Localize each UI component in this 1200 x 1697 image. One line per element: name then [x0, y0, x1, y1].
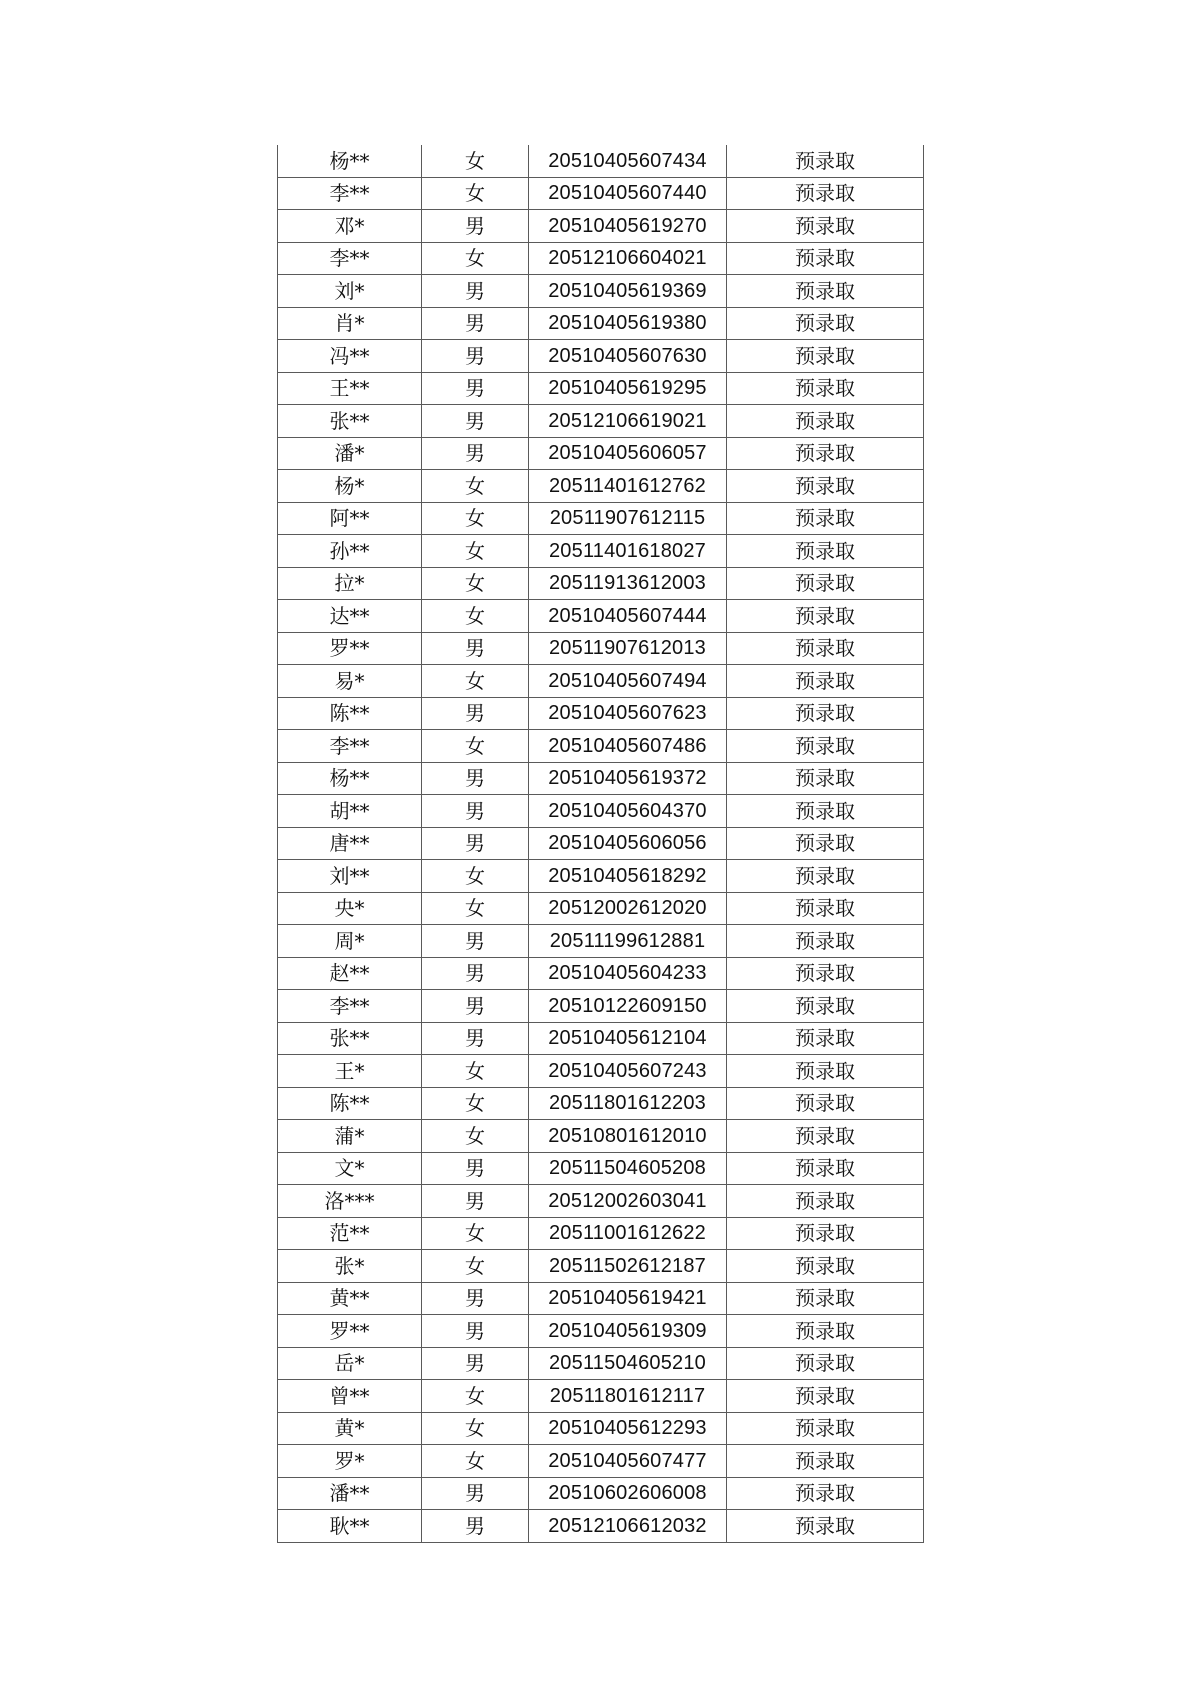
gender-cell: 女 — [422, 502, 529, 535]
student-name-cell: 岳* — [278, 1347, 422, 1380]
gender-cell: 男 — [422, 697, 529, 730]
exam-id-cell: 20511913612003 — [529, 567, 727, 600]
table-row — [278, 242, 924, 275]
admission-status-cell: 预录取 — [727, 470, 924, 503]
exam-id-cell: 20510801612010 — [529, 1120, 727, 1153]
exam-id-cell: 20510405606057 — [529, 437, 727, 470]
student-name-cell: 唐** — [278, 827, 422, 860]
table-row — [278, 697, 924, 730]
table-row — [278, 1315, 924, 1348]
table-row — [278, 1250, 924, 1283]
student-name-cell: 肖* — [278, 307, 422, 340]
gender-cell: 女 — [422, 1445, 529, 1478]
student-name-cell: 易* — [278, 665, 422, 698]
gender-cell: 男 — [422, 925, 529, 958]
gender-cell: 男 — [422, 957, 529, 990]
student-name-cell: 洛*** — [278, 1185, 422, 1218]
gender-cell: 男 — [422, 1477, 529, 1510]
exam-id-cell: 20511907612115 — [529, 502, 727, 535]
gender-cell: 男 — [422, 372, 529, 405]
exam-id-cell: 20510405607630 — [529, 340, 727, 373]
admission-status-cell: 预录取 — [727, 1510, 924, 1543]
admission-status-cell: 预录取 — [727, 1152, 924, 1185]
admission-table — [277, 145, 924, 1543]
student-name-cell: 黄** — [278, 1282, 422, 1315]
table-row — [278, 1055, 924, 1088]
table-row — [278, 892, 924, 925]
exam-id-cell: 20510405618292 — [529, 860, 727, 893]
gender-cell: 女 — [422, 1120, 529, 1153]
table-row — [278, 567, 924, 600]
exam-id-cell: 20510405619270 — [529, 210, 727, 243]
student-name-cell: 陈** — [278, 697, 422, 730]
admission-status-cell: 预录取 — [727, 860, 924, 893]
table-row — [278, 827, 924, 860]
admission-status-cell: 预录取 — [727, 990, 924, 1023]
student-name-cell: 胡** — [278, 795, 422, 828]
admission-status-cell: 预录取 — [727, 567, 924, 600]
table-row — [278, 762, 924, 795]
gender-cell: 女 — [422, 1412, 529, 1445]
student-name-cell: 潘** — [278, 1477, 422, 1510]
exam-id-cell: 20512106619021 — [529, 405, 727, 438]
admission-status-cell: 预录取 — [727, 697, 924, 730]
admission-status-cell: 预录取 — [727, 1477, 924, 1510]
table-row — [278, 340, 924, 373]
student-name-cell: 蒲* — [278, 1120, 422, 1153]
table-row — [278, 307, 924, 340]
table-row — [278, 957, 924, 990]
gender-cell: 女 — [422, 892, 529, 925]
exam-id-cell: 20510405619295 — [529, 372, 727, 405]
admission-status-cell: 预录取 — [727, 632, 924, 665]
student-name-cell: 张** — [278, 1022, 422, 1055]
student-name-cell: 周* — [278, 925, 422, 958]
gender-cell: 男 — [422, 632, 529, 665]
student-name-cell: 刘* — [278, 275, 422, 308]
exam-id-cell: 20510405607444 — [529, 600, 727, 633]
gender-cell: 女 — [422, 1055, 529, 1088]
table-row — [278, 145, 924, 177]
admission-status-cell: 预录取 — [727, 1250, 924, 1283]
student-name-cell: 张** — [278, 405, 422, 438]
gender-cell: 男 — [422, 275, 529, 308]
admission-status-cell: 预录取 — [727, 177, 924, 210]
admission-status-cell: 预录取 — [727, 1445, 924, 1478]
student-name-cell: 陈** — [278, 1087, 422, 1120]
gender-cell: 女 — [422, 470, 529, 503]
student-name-cell: 李** — [278, 730, 422, 763]
gender-cell: 女 — [422, 1380, 529, 1413]
exam-id-cell: 20510405607494 — [529, 665, 727, 698]
table-row — [278, 1185, 924, 1218]
table-row — [278, 860, 924, 893]
admission-status-cell: 预录取 — [727, 892, 924, 925]
admission-status-cell: 预录取 — [727, 437, 924, 470]
table-row — [278, 1087, 924, 1120]
student-name-cell: 文* — [278, 1152, 422, 1185]
admission-status-cell: 预录取 — [727, 1347, 924, 1380]
table-row — [278, 1510, 924, 1543]
gender-cell: 男 — [422, 1347, 529, 1380]
exam-id-cell: 20510405606056 — [529, 827, 727, 860]
gender-cell: 男 — [422, 1022, 529, 1055]
student-name-cell: 罗* — [278, 1445, 422, 1478]
gender-cell: 女 — [422, 177, 529, 210]
table-row — [278, 730, 924, 763]
student-name-cell: 罗** — [278, 632, 422, 665]
admission-status-cell: 预录取 — [727, 1315, 924, 1348]
exam-id-cell: 20512002603041 — [529, 1185, 727, 1218]
exam-id-cell: 20511801612117 — [529, 1380, 727, 1413]
student-name-cell: 李** — [278, 242, 422, 275]
gender-cell: 女 — [422, 567, 529, 600]
gender-cell: 女 — [422, 665, 529, 698]
table-row — [278, 665, 924, 698]
student-name-cell: 范** — [278, 1217, 422, 1250]
gender-cell: 女 — [422, 1250, 529, 1283]
admission-status-cell: 预录取 — [727, 502, 924, 535]
exam-id-cell: 20510405619309 — [529, 1315, 727, 1348]
table-row — [278, 1445, 924, 1478]
gender-cell: 男 — [422, 405, 529, 438]
admission-status-cell: 预录取 — [727, 600, 924, 633]
admission-status-cell: 预录取 — [727, 1380, 924, 1413]
table-row — [278, 925, 924, 958]
exam-id-cell: 20510602606008 — [529, 1477, 727, 1510]
table-row — [278, 1022, 924, 1055]
gender-cell: 男 — [422, 990, 529, 1023]
gender-cell: 男 — [422, 210, 529, 243]
exam-id-cell: 20510405612293 — [529, 1412, 727, 1445]
student-name-cell: 王** — [278, 372, 422, 405]
admission-status-cell: 预录取 — [727, 340, 924, 373]
table-row — [278, 1120, 924, 1153]
table-row — [278, 1347, 924, 1380]
exam-id-cell: 20512106612032 — [529, 1510, 727, 1543]
table-row — [278, 275, 924, 308]
admission-status-cell: 预录取 — [727, 1087, 924, 1120]
table-row — [278, 535, 924, 568]
student-name-cell: 央* — [278, 892, 422, 925]
exam-id-cell: 20511502612187 — [529, 1250, 727, 1283]
admission-status-cell: 预录取 — [727, 957, 924, 990]
table-row — [278, 1477, 924, 1510]
gender-cell: 男 — [422, 1282, 529, 1315]
student-name-cell: 杨** — [278, 762, 422, 795]
exam-id-cell: 20510405607486 — [529, 730, 727, 763]
student-name-cell: 杨** — [278, 145, 422, 177]
exam-id-cell: 20511504605208 — [529, 1152, 727, 1185]
admission-status-cell: 预录取 — [727, 535, 924, 568]
exam-id-cell: 20510405607434 — [529, 145, 727, 177]
student-name-cell: 刘** — [278, 860, 422, 893]
exam-id-cell: 20510405619369 — [529, 275, 727, 308]
table-row — [278, 1217, 924, 1250]
student-name-cell: 拉* — [278, 567, 422, 600]
student-name-cell: 黄* — [278, 1412, 422, 1445]
exam-id-cell: 20510405619421 — [529, 1282, 727, 1315]
gender-cell: 男 — [422, 1185, 529, 1218]
exam-id-cell: 20510405619372 — [529, 762, 727, 795]
admission-status-cell: 预录取 — [727, 1282, 924, 1315]
table-row — [278, 1380, 924, 1413]
exam-id-cell: 20511801612203 — [529, 1087, 727, 1120]
gender-cell: 女 — [422, 730, 529, 763]
exam-id-cell: 20510405619380 — [529, 307, 727, 340]
table-row — [278, 437, 924, 470]
admission-status-cell: 预录取 — [727, 1055, 924, 1088]
table-row — [278, 990, 924, 1023]
admission-status-cell: 预录取 — [727, 1412, 924, 1445]
admission-status-cell: 预录取 — [727, 1120, 924, 1153]
gender-cell: 男 — [422, 1510, 529, 1543]
student-name-cell: 孙** — [278, 535, 422, 568]
gender-cell: 女 — [422, 1217, 529, 1250]
gender-cell: 男 — [422, 827, 529, 860]
admission-status-cell: 预录取 — [727, 242, 924, 275]
gender-cell: 男 — [422, 437, 529, 470]
exam-id-cell: 20511199612881 — [529, 925, 727, 958]
exam-id-cell: 20511001612622 — [529, 1217, 727, 1250]
admission-status-cell: 预录取 — [727, 307, 924, 340]
exam-id-cell: 20510405612104 — [529, 1022, 727, 1055]
gender-cell: 女 — [422, 860, 529, 893]
table-row — [278, 1152, 924, 1185]
student-name-cell: 张* — [278, 1250, 422, 1283]
exam-id-cell: 20511401618027 — [529, 535, 727, 568]
gender-cell: 男 — [422, 795, 529, 828]
table-row — [278, 502, 924, 535]
gender-cell: 女 — [422, 145, 529, 177]
exam-id-cell: 20511401612762 — [529, 470, 727, 503]
admission-status-cell: 预录取 — [727, 405, 924, 438]
student-name-cell: 耿** — [278, 1510, 422, 1543]
student-name-cell: 赵** — [278, 957, 422, 990]
admission-status-cell: 预录取 — [727, 1217, 924, 1250]
exam-id-cell: 20510122609150 — [529, 990, 727, 1023]
exam-id-cell: 20510405607623 — [529, 697, 727, 730]
exam-id-cell: 20511504605210 — [529, 1347, 727, 1380]
student-name-cell: 达** — [278, 600, 422, 633]
admission-status-cell: 预录取 — [727, 275, 924, 308]
gender-cell: 男 — [422, 307, 529, 340]
table-row — [278, 632, 924, 665]
table-row — [278, 372, 924, 405]
table-row — [278, 210, 924, 243]
student-name-cell: 邓* — [278, 210, 422, 243]
admission-status-cell: 预录取 — [727, 827, 924, 860]
gender-cell: 男 — [422, 1152, 529, 1185]
exam-id-cell: 20510405604233 — [529, 957, 727, 990]
gender-cell: 女 — [422, 1087, 529, 1120]
admission-status-cell: 预录取 — [727, 665, 924, 698]
admission-status-cell: 预录取 — [727, 145, 924, 177]
exam-id-cell: 20510405607243 — [529, 1055, 727, 1088]
gender-cell: 男 — [422, 340, 529, 373]
admission-status-cell: 预录取 — [727, 210, 924, 243]
admission-status-cell: 预录取 — [727, 372, 924, 405]
admission-table-body — [278, 145, 924, 1542]
admission-status-cell: 预录取 — [727, 1022, 924, 1055]
exam-id-cell: 20512002612020 — [529, 892, 727, 925]
student-name-cell: 罗** — [278, 1315, 422, 1348]
table-row — [278, 470, 924, 503]
gender-cell: 男 — [422, 762, 529, 795]
student-name-cell: 曾** — [278, 1380, 422, 1413]
student-name-cell: 李** — [278, 177, 422, 210]
table-row — [278, 795, 924, 828]
admission-status-cell: 预录取 — [727, 925, 924, 958]
gender-cell: 女 — [422, 535, 529, 568]
exam-id-cell: 20510405607477 — [529, 1445, 727, 1478]
student-name-cell: 阿** — [278, 502, 422, 535]
admission-status-cell: 预录取 — [727, 762, 924, 795]
admission-status-cell: 预录取 — [727, 795, 924, 828]
admission-status-cell: 预录取 — [727, 730, 924, 763]
gender-cell: 男 — [422, 1315, 529, 1348]
exam-id-cell: 20512106604021 — [529, 242, 727, 275]
student-name-cell: 李** — [278, 990, 422, 1023]
student-name-cell: 潘* — [278, 437, 422, 470]
exam-id-cell: 20511907612013 — [529, 632, 727, 665]
student-name-cell: 杨* — [278, 470, 422, 503]
student-name-cell: 冯** — [278, 340, 422, 373]
table-row — [278, 177, 924, 210]
table-row — [278, 600, 924, 633]
table-row — [278, 1412, 924, 1445]
table-row — [278, 405, 924, 438]
gender-cell: 女 — [422, 242, 529, 275]
student-name-cell: 王* — [278, 1055, 422, 1088]
exam-id-cell: 20510405604370 — [529, 795, 727, 828]
gender-cell: 女 — [422, 600, 529, 633]
exam-id-cell: 20510405607440 — [529, 177, 727, 210]
table-row — [278, 1282, 924, 1315]
admission-status-cell: 预录取 — [727, 1185, 924, 1218]
